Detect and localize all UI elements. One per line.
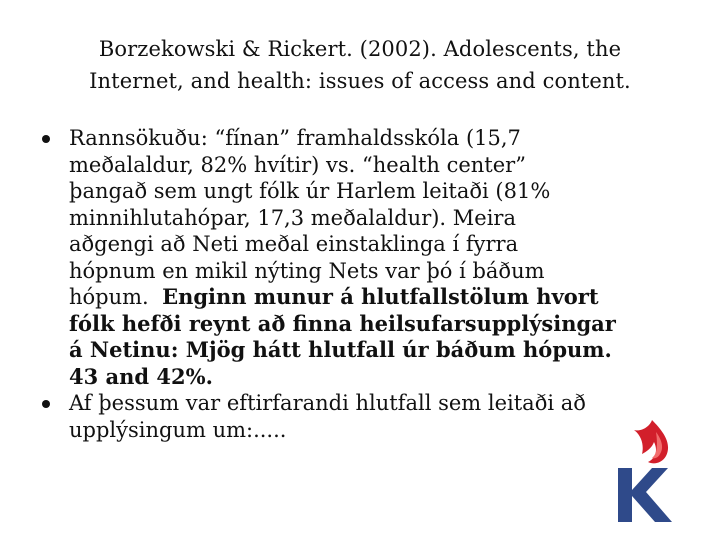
bullet-1-line: Rannsökuðu: “fínan” framhaldsskóla (15,7 [69, 126, 521, 150]
bullet-dot-icon [42, 135, 50, 143]
title-line-2: Internet, and health: issues of access and content. [89, 69, 631, 93]
slide-title [20, 33, 700, 97]
bullet-2-line: upplýsingum um:..... [69, 417, 287, 442]
bullet-1-bold-line: 43 and 42%. [69, 363, 213, 389]
flame-k-logo-icon [612, 418, 684, 524]
bullet-1-bold-line: á Netinu: Mjög hátt hlutfall úr báðum hópum. [69, 337, 612, 362]
bullet-1-line: minnihlutahópar, 17,3 meðalaldur). Meira [69, 205, 516, 230]
bullet-1-line: hópnum en mikil nýting Nets var þó í báðum [69, 258, 545, 283]
bullet-2-line: Af þessum var eftirfarandi hlutfall sem leitaði að [69, 391, 586, 415]
letter-k-icon [618, 468, 672, 522]
flame-icon [634, 420, 668, 463]
bullet-1-normal-segment: hópum. [69, 285, 163, 309]
bullet-item-1 [42, 125, 682, 390]
bullet-1-line-mixed [69, 284, 682, 311]
bullet-1-bold-segment: Enginn munur á hlutfallstölum hvort [162, 284, 599, 309]
bullet-dot-icon [42, 400, 50, 408]
bullet-2-text [69, 390, 682, 443]
bullet-1-line: meðalaldur, 82% hvítir) vs. “health center” [69, 152, 526, 177]
title-line-1: Borzekowski & Rickert. (2002). Adolescents, the [98, 37, 622, 61]
bullet-1-line: aðgengi að Neti meðal einstaklinga í fyrra [69, 232, 519, 256]
bullet-list [42, 125, 682, 443]
bullet-1-bold-line: fólk hefði reynt að finna heilsufarsupplýsingar [69, 310, 616, 336]
bullet-1-text [69, 125, 682, 390]
bullet-1-line: þangað sem ungt fólk úr Harlem leitaði (81% [69, 179, 551, 203]
logo [612, 418, 684, 524]
bullet-item-2 [42, 390, 682, 443]
